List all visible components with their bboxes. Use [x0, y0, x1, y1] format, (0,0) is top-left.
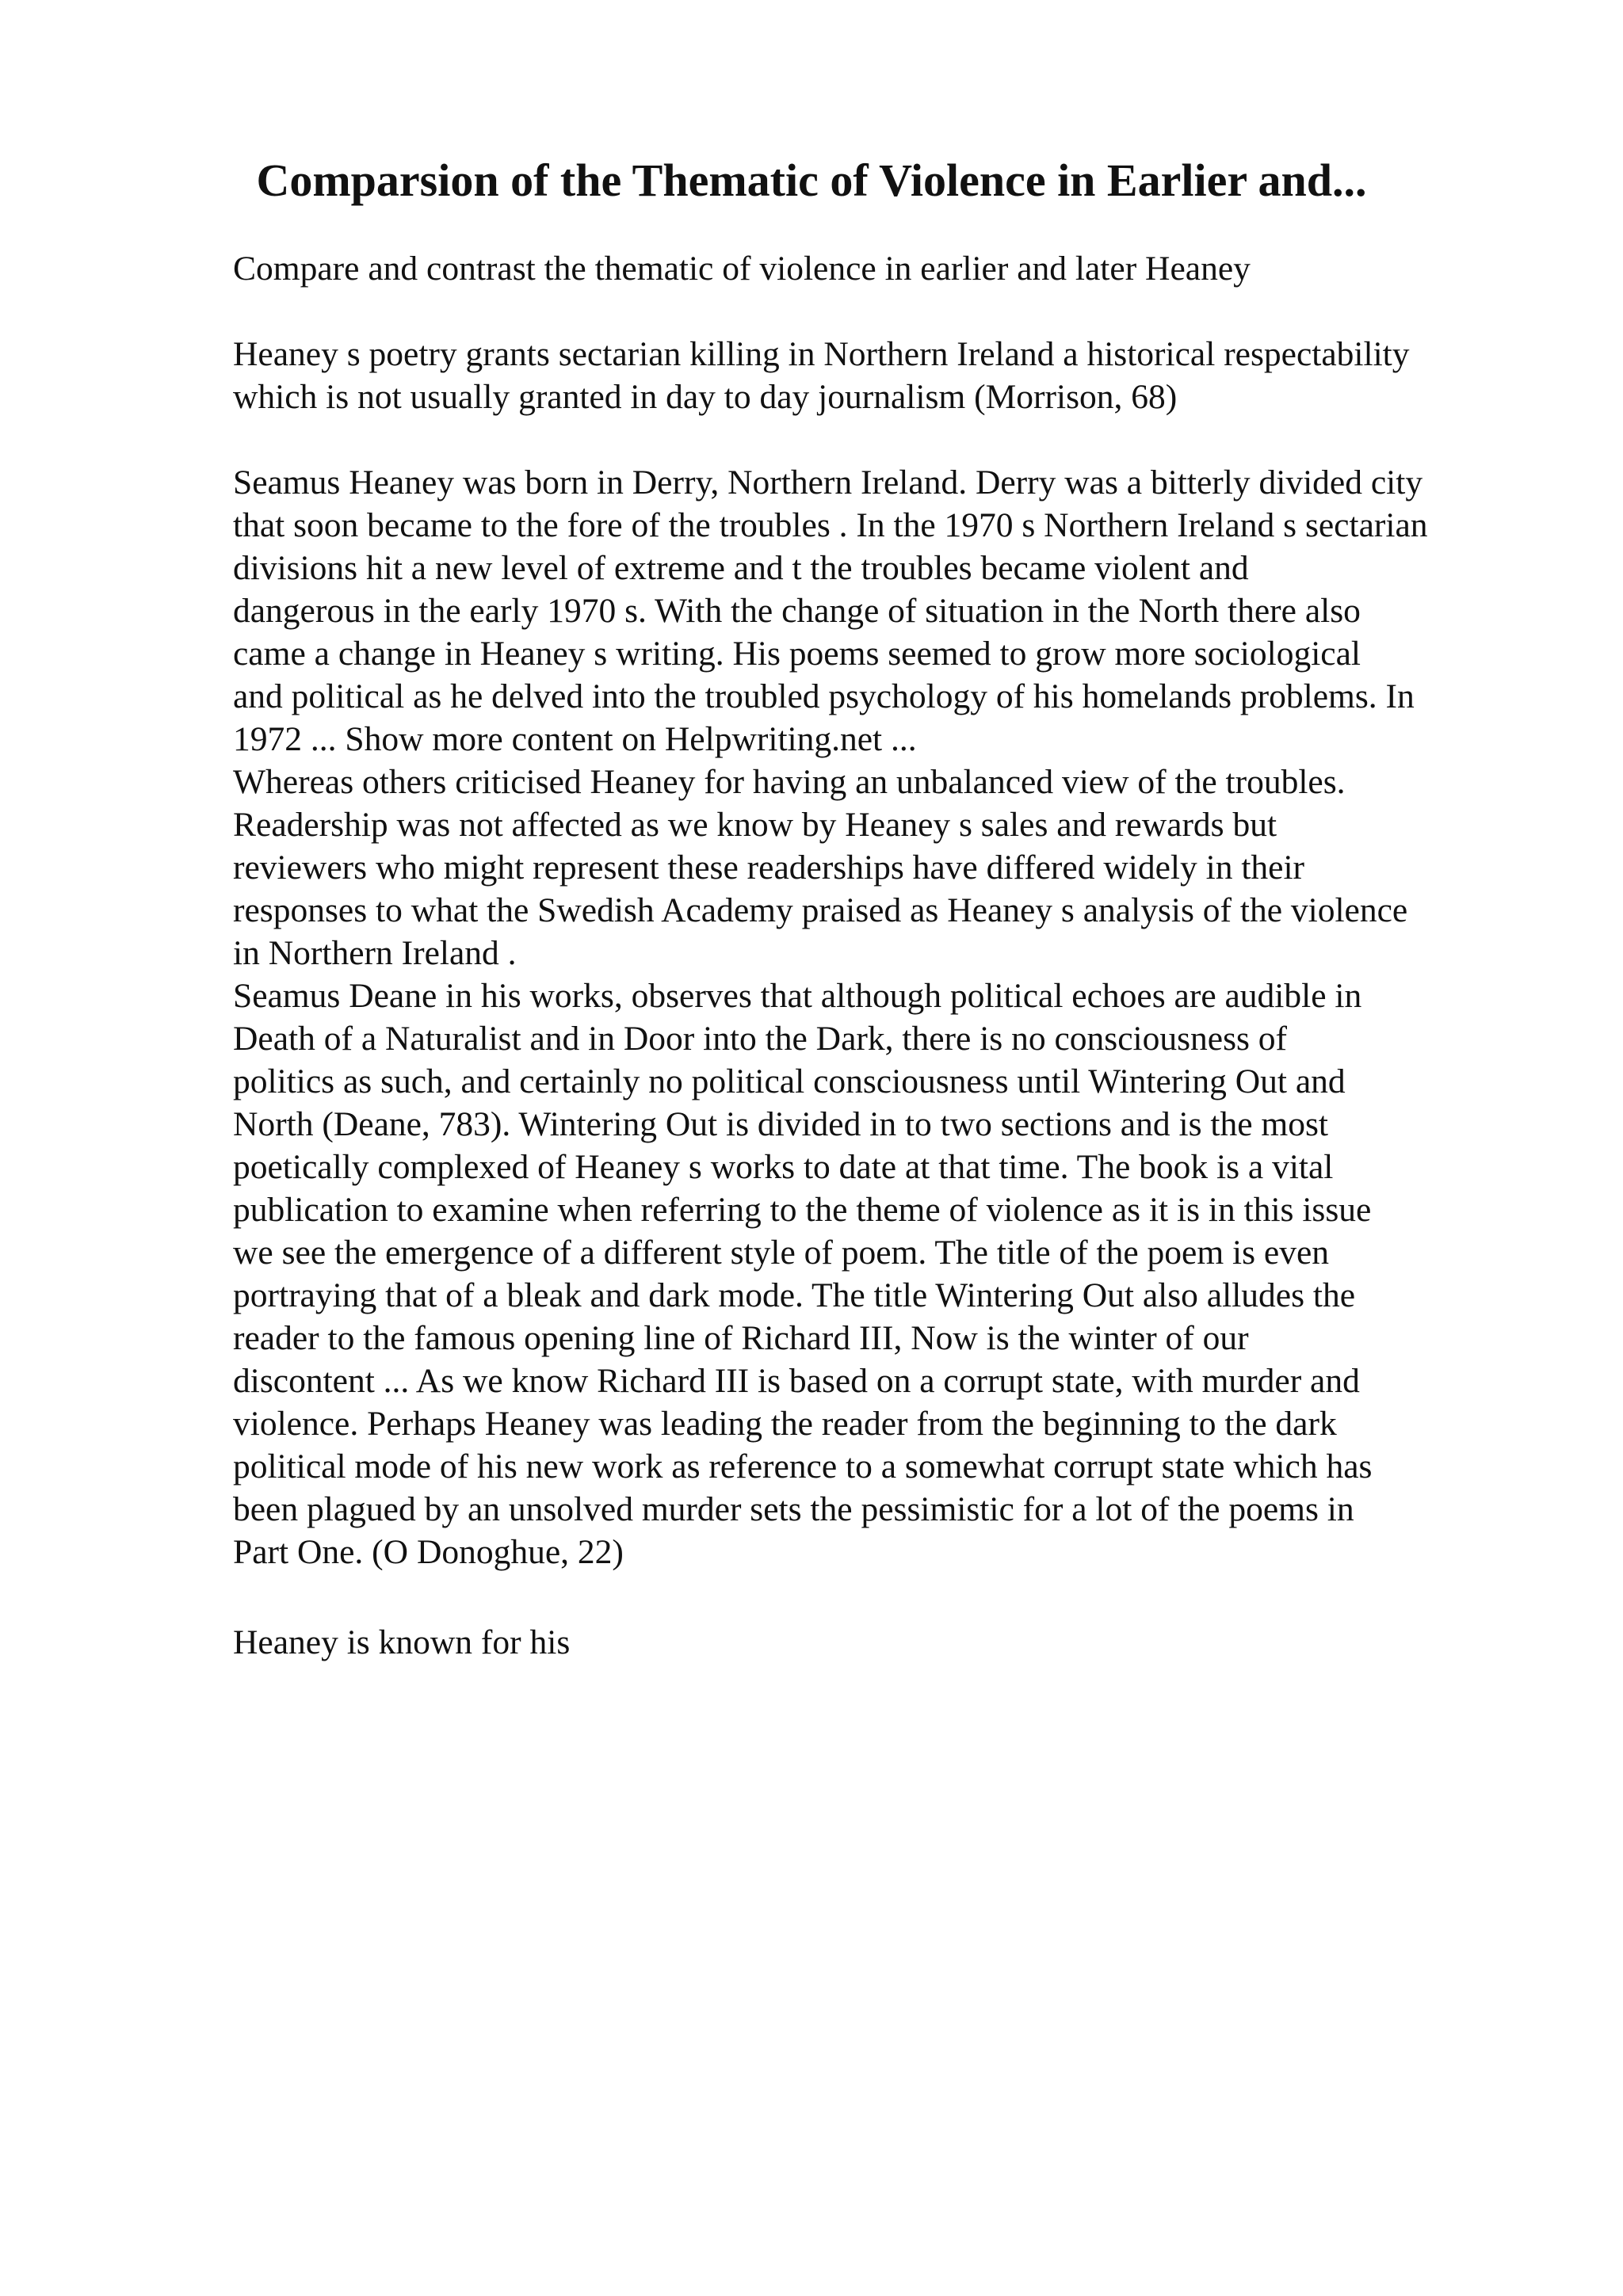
- main-line: 1972 ... Show more content on Helpwriting.net ...: [233, 720, 917, 758]
- main-line: came a change in Heaney s writing. His poems seemed to grow more sociological: [233, 635, 1361, 673]
- main-line: North (Deane, 783). Wintering Out is divided in to two sections and is the most: [233, 1105, 1328, 1143]
- main-line: political mode of his new work as reference to a somewhat corrupt state which has: [233, 1447, 1373, 1486]
- main-line: politics as such, and certainly no political consciousness until Wintering Out and: [233, 1062, 1346, 1100]
- main-line: we see the emergence of a different style of poem. The title of the poem is even: [233, 1234, 1330, 1272]
- main-line: Seamus Deane in his works, observes that although political echoes are audible in: [233, 977, 1362, 1015]
- document-title: Comparsion of the Thematic of Violence in Earlier and...: [256, 154, 1367, 206]
- main-line: publication to examine when referring to the theme of violence as it is in this issue: [233, 1191, 1372, 1229]
- main-line: Readership was not affected as we know by Heaney s sales and rewards but: [233, 806, 1277, 844]
- main-line: Seamus Heaney was born in Derry, Northern Ireland. Derry was a bitterly divided city: [233, 463, 1423, 502]
- main-line: reviewers who might represent these readerships have differed widely in their: [233, 849, 1305, 887]
- main-line: reader to the famous opening line of Richard III, Now is the winter of our: [233, 1319, 1249, 1357]
- main-line: Part One. (O Donoghue, 22): [233, 1533, 624, 1571]
- main-line: in Northern Ireland .: [233, 934, 517, 972]
- main-line: portraying that of a bleak and dark mode. The title Wintering Out also alludes the: [233, 1276, 1356, 1314]
- main-line: dangerous in the early 1970 s. With the change of situation in the North there also: [233, 592, 1361, 630]
- main-line: and political as he delved into the troubled psychology of his homelands problems. In: [233, 677, 1415, 715]
- subtitle-paragraph: [233, 247, 1533, 290]
- main-line: poetically complexed of Heaney s works to date at that time. The book is a vital: [233, 1148, 1334, 1186]
- main-line: responses to what the Swedish Academy praised as Heaney s analysis of the violence: [233, 891, 1408, 929]
- main-line: discontent ... As we know Richard III is based on a corrupt state, with murder and: [233, 1362, 1360, 1400]
- main-line: violence. Perhaps Heaney was leading the reader from the beginning to the dark: [233, 1405, 1337, 1443]
- main-line: divisions hit a new level of extreme and t the troubles became violent and: [233, 549, 1249, 587]
- quote-line: Heaney s poetry grants sectarian killing in Northern Ireland a historical respectability: [233, 335, 1410, 373]
- main-line: Death of a Naturalist and in Door into the Dark, there is no consciousness of: [233, 1020, 1288, 1058]
- quote-line: which is not usually granted in day to day journalism (Morrison, 68): [233, 378, 1178, 416]
- main-paragraph: [233, 461, 1533, 1573]
- quote-paragraph: [233, 333, 1533, 418]
- closing-line: Heaney is known for his: [233, 1623, 571, 1661]
- main-line: that soon became to the fore of the troubles . In the 1970 s Northern Ireland s sectarian: [233, 506, 1428, 544]
- main-line: Whereas others criticised Heaney for having an unbalanced view of the troubles.: [233, 763, 1346, 801]
- subtitle-line: Compare and contrast the thematic of violence in earlier and later Heaney: [233, 250, 1251, 288]
- closing-paragraph: [233, 1621, 1533, 1664]
- main-line: been plagued by an unsolved murder sets the pessimistic for a lot of the poems in: [233, 1490, 1354, 1528]
